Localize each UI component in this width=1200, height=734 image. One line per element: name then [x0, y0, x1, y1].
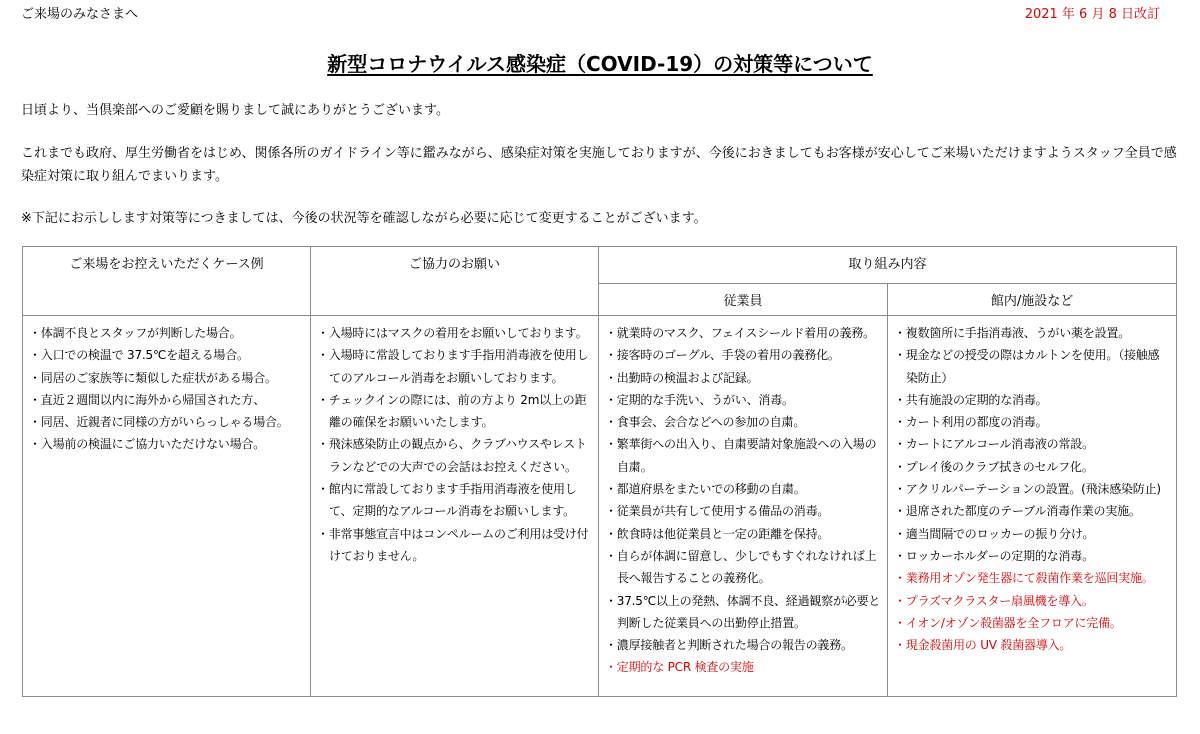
header-initiatives: 取り組み内容 — [599, 247, 1177, 284]
list-item: ・ロッカーホルダーの定期的な消毒。 — [894, 548, 1094, 563]
list-item: ・飛沫感染防止の観点から、クラブハウスやレストランなどでの大声での会話はお控えください。 — [317, 437, 587, 474]
cell-facility-measures — [888, 316, 1177, 697]
employee-measures-list — [605, 322, 881, 679]
list-item: ・自らが体調に留意し、少しでもすぐれなければ上長へ報告することの義務化。 — [605, 548, 877, 586]
list-item: ・接客時のゴーグル、手袋の着用の義務化。 — [605, 348, 840, 363]
cell-refrain-cases — [23, 316, 311, 697]
list-item: ・定期的な手洗い、うがい、消毒。 — [605, 392, 794, 407]
cell-employee-measures — [599, 316, 888, 697]
greeting-text: ご来場のみなさまへ — [21, 7, 139, 22]
list-item: ・出勤時の検温および記録。 — [605, 370, 759, 385]
list-item: ・37.5℃以上の発熱、体調不良、経過観察が必要と判断した従業員への出勤停止措置。 — [605, 593, 881, 630]
list-item: ・飲食時は他従業員と一定の距離を保持。 — [605, 526, 830, 541]
list-item: ・入場時にはマスクの着用をお願いしております。 — [317, 326, 588, 340]
measures-table — [22, 246, 1177, 697]
header-refrain-cases: ご来場をお控えいただくケース例 — [23, 247, 311, 316]
list-item-highlight: ・現金殺菌用の UV 殺菌器導入。 — [894, 638, 1072, 653]
intro-paragraph-2: これまでも政府、厚生労働省をはじめ、関係各所のガイドライン等に鑑みながら、感染症対策を実施しておりますが、今後におきましてもお客様が安心してご来場いただけますようスタッフ全員で感染症対策に取り組んでまいります。 — [21, 146, 1177, 184]
list-item: ・従業員が共有して使用する備品の消毒。 — [605, 504, 830, 519]
list-item: ・館内に常設しております手指用消毒液を使用して、定期的なアルコール消毒をお願いします。 — [317, 482, 577, 519]
list-item: ・プレイ後のクラブ拭きのセルフ化。 — [894, 459, 1094, 474]
list-item-highlight: ・イオン/オゾン殺菌器を全フロアに完備。 — [894, 615, 1122, 630]
facility-measures-list — [894, 322, 1170, 656]
header-cooperation-requests: ご協力のお願い — [311, 247, 599, 316]
list-item: ・カートにアルコール消毒液の常設。 — [894, 437, 1094, 452]
page-title-wrap — [0, 50, 1200, 78]
list-item-highlight: ・プラズマクラスター扇風機を導入。 — [894, 593, 1094, 608]
refrain-cases-list — [29, 322, 304, 456]
list-item: ・食事会、会合などへの参加の自粛。 — [605, 415, 806, 430]
list-item: ・チェックインの際には、前の方より 2m以上の距離の確保をお願いいたします。 — [317, 392, 587, 430]
list-item-highlight: ・定期的な PCR 検査の実施 — [605, 660, 754, 675]
list-item: ・入場前の検温にご協力いただけない場合。 — [29, 437, 266, 452]
intro-note: ※下記にお示しします対策等につきましては、今後の状況等を確認しながら必要に応じて変更することがございます。 — [21, 211, 707, 226]
revised-date: 2021 年 6 月 8 日改訂 — [1024, 7, 1160, 22]
list-item: ・入場時に常設しております手指用消毒液を使用してのアルコール消毒をお願いしております。 — [317, 348, 589, 385]
list-item: ・都道府県をまたいでの移動の自粛。 — [605, 482, 806, 497]
list-item: ・現金などの授受の際はカルトンを使用。（接触感染防止） — [894, 348, 1160, 385]
list-item: ・入口での検温で 37.5℃を超える場合。 — [29, 348, 249, 363]
list-item: ・カート利用の都度の消毒。 — [894, 415, 1048, 430]
list-item: ・就業時のマスク、フェイスシールド着用の義務。 — [605, 326, 875, 340]
list-item: ・直近２週間以内に海外から帰国された方、 — [29, 392, 266, 407]
header-facilities: 館内/施設など — [888, 284, 1177, 316]
list-item: ・同居、近親者に同様の方がいらっしゃる場合。 — [29, 415, 289, 430]
intro-paragraph-1: 日頃より、当倶楽部へのご愛顧を賜りまして誠にありがとうございます。 — [21, 103, 449, 118]
list-item: ・適当間隔でのロッカーの振り分け。 — [894, 526, 1095, 541]
list-item-highlight: ・業務用オゾン発生器にて殺菌作業を巡回実施。 — [894, 571, 1154, 586]
list-item: ・共有施設の定期的な消毒。 — [894, 392, 1048, 407]
list-item: ・濃厚接触者と判断された場合の報告の義務。 — [605, 638, 853, 653]
list-item: ・繁華街への出入り、自粛要請対象施設への入場の自粛。 — [605, 437, 877, 474]
list-item: ・体調不良とスタッフが判断した場合。 — [29, 326, 242, 340]
header-employees: 従業員 — [599, 284, 888, 316]
list-item: ・退席された都度のテーブル消毒作業の実施。 — [894, 504, 1141, 519]
list-item: ・複数箇所に手指消毒液、うがい薬を設置。 — [894, 326, 1131, 340]
page-title: 新型コロナウイルス感染症（COVID-19）の対策等について — [327, 52, 873, 76]
list-item: ・同居のご家族等に類似した症状がある場合。 — [29, 370, 277, 385]
list-item: ・アクリルパーテーションの設置。(飛沫感染防止) — [894, 482, 1161, 497]
cooperation-list — [317, 322, 592, 567]
cell-cooperation-requests — [311, 316, 599, 697]
list-item: ・非常事態宣言中はコンペルームのご利用は受け付けておりません。 — [317, 526, 589, 563]
